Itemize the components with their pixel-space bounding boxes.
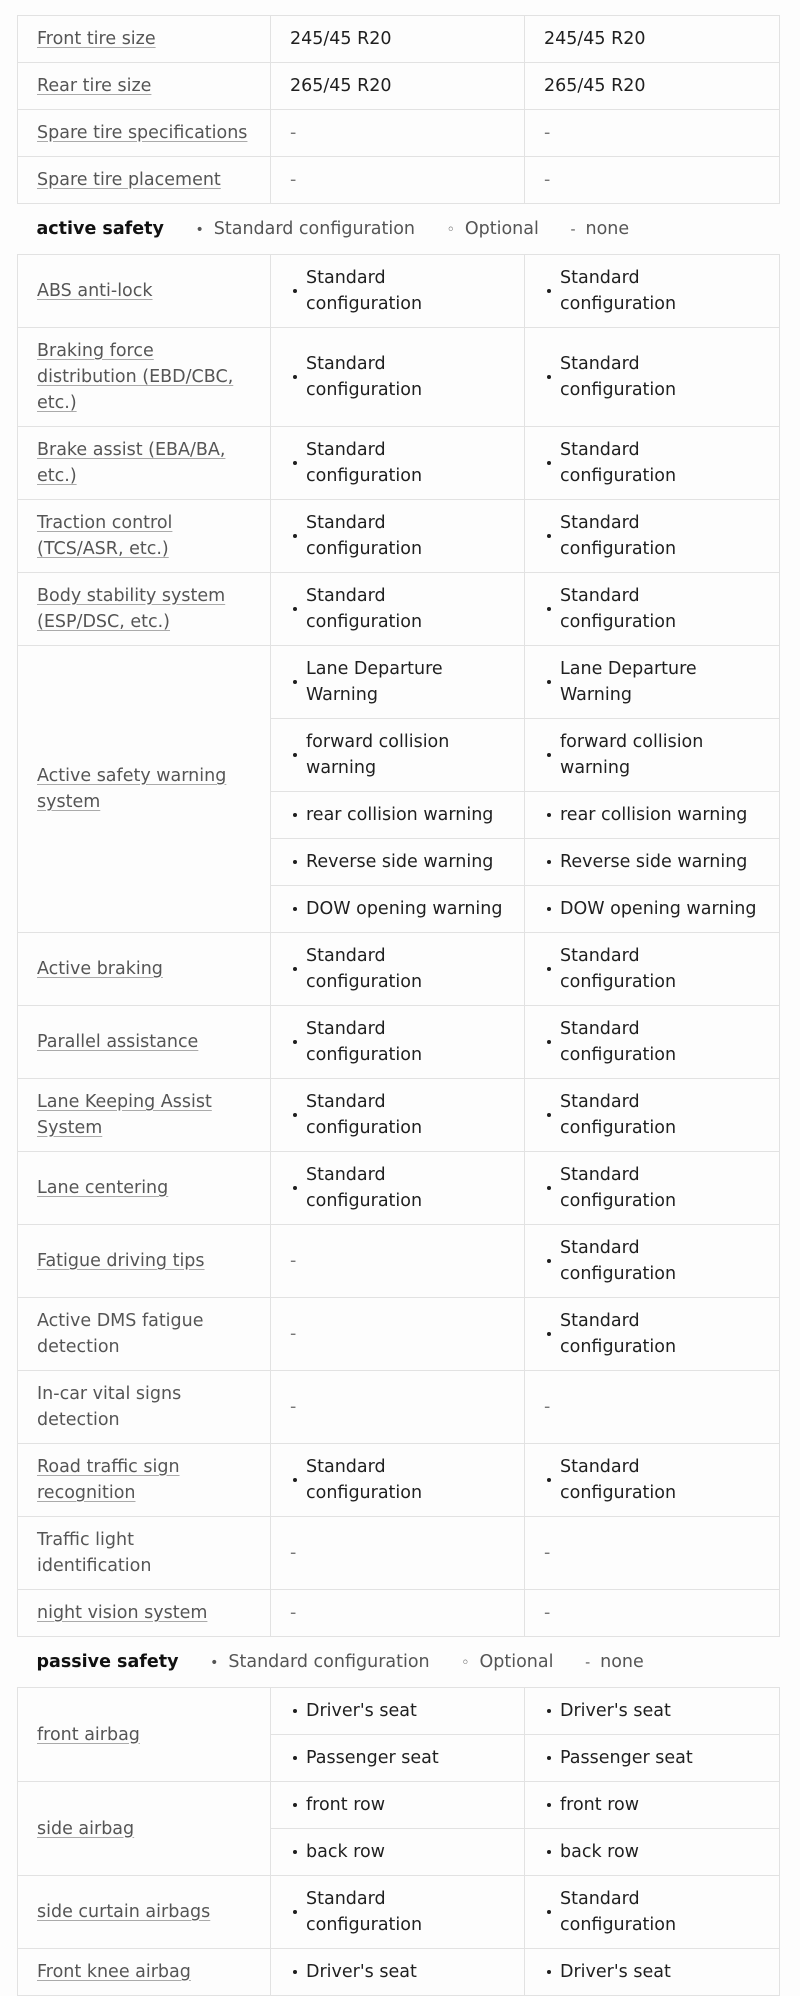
value-cell: Standard configuration bbox=[271, 1444, 525, 1517]
bullet-icon bbox=[293, 753, 297, 757]
section-title: passive safety bbox=[36, 1651, 179, 1672]
table-row bbox=[18, 427, 780, 500]
value-cell: Reverse side warning bbox=[271, 839, 525, 886]
bullet-icon bbox=[293, 813, 297, 817]
legend-none: - none bbox=[570, 218, 630, 239]
value-cell: 245/45 R20 bbox=[525, 16, 780, 63]
bullet-icon bbox=[293, 1709, 297, 1713]
value-cell: front row bbox=[271, 1782, 525, 1829]
bullet-icon bbox=[547, 1186, 551, 1190]
value-cell: Standard configuration bbox=[525, 1006, 780, 1079]
none-dash-icon: - bbox=[570, 221, 576, 238]
row-label[interactable]: Front knee airbag bbox=[37, 1962, 191, 1982]
table-row bbox=[18, 1782, 780, 1829]
bullet-icon bbox=[293, 1970, 297, 1974]
table-row bbox=[18, 328, 780, 427]
value-cell: - bbox=[525, 1590, 780, 1637]
bullet-icon bbox=[293, 1186, 297, 1190]
value-cell: - bbox=[271, 1371, 525, 1444]
legend-optional: ◦ Optional bbox=[446, 218, 539, 239]
bullet-icon bbox=[547, 1478, 551, 1482]
bullet-icon bbox=[547, 753, 551, 757]
value-cell: Standard configuration bbox=[271, 1152, 525, 1225]
table-row bbox=[18, 1298, 780, 1371]
bullet-icon bbox=[293, 375, 297, 379]
row-label[interactable]: side curtain airbags bbox=[37, 1902, 211, 1922]
row-label[interactable]: Rear tire size bbox=[37, 76, 152, 96]
value-cell: rear collision warning bbox=[271, 792, 525, 839]
table-row bbox=[18, 110, 780, 157]
table-row bbox=[18, 1371, 780, 1444]
table-row bbox=[18, 1517, 780, 1590]
table-row bbox=[18, 1006, 780, 1079]
legend-standard: • Standard configuration bbox=[210, 1651, 430, 1672]
value-cell: front row bbox=[525, 1782, 780, 1829]
value-cell: Driver's seat bbox=[271, 1688, 525, 1735]
bullet-icon bbox=[547, 1709, 551, 1713]
row-label[interactable]: Active braking bbox=[37, 959, 163, 979]
value-cell: 265/45 R20 bbox=[271, 63, 525, 110]
bullet-icon bbox=[293, 607, 297, 611]
legend-standard: • Standard configuration bbox=[195, 218, 416, 239]
table-row bbox=[18, 255, 780, 328]
value-cell: - bbox=[525, 110, 780, 157]
value-cell: Standard configuration bbox=[525, 573, 780, 646]
table-row bbox=[18, 16, 780, 63]
spec-table-container bbox=[17, 15, 779, 1996]
value-cell: Standard configuration bbox=[271, 1006, 525, 1079]
value-cell: back row bbox=[525, 1829, 780, 1876]
value-cell: Lane Departure Warning bbox=[525, 646, 780, 719]
table-row bbox=[18, 1444, 780, 1517]
value-cell: Standard configuration bbox=[525, 933, 780, 1006]
row-label[interactable]: Lane Keeping Assist System bbox=[37, 1092, 212, 1138]
value-cell: - bbox=[271, 157, 525, 204]
bullet-icon bbox=[547, 1850, 551, 1854]
row-label[interactable]: Parallel assistance bbox=[37, 1032, 199, 1052]
value-cell: Standard configuration bbox=[525, 328, 780, 427]
bullet-icon bbox=[293, 289, 297, 293]
bullet-icon bbox=[547, 1259, 551, 1263]
bullet-icon bbox=[547, 289, 551, 293]
optional-circle-icon: ◦ bbox=[461, 1654, 470, 1671]
table-row bbox=[18, 500, 780, 573]
value-cell: Standard configuration bbox=[525, 1876, 780, 1949]
value-cell: - bbox=[525, 157, 780, 204]
value-cell: Standard configuration bbox=[525, 255, 780, 328]
table-row bbox=[18, 933, 780, 1006]
bullet-icon bbox=[547, 534, 551, 538]
bullet-icon bbox=[293, 1756, 297, 1760]
section-header-active-safety bbox=[18, 204, 780, 255]
bullet-icon bbox=[293, 1040, 297, 1044]
row-label[interactable]: Body stability system (ESP/DSC, etc.) bbox=[37, 586, 226, 632]
table-row bbox=[18, 157, 780, 204]
bullet-icon bbox=[547, 680, 551, 684]
spec-table bbox=[17, 15, 780, 1996]
value-cell: - bbox=[271, 110, 525, 157]
bullet-icon bbox=[293, 1910, 297, 1914]
value-cell: Passenger seat bbox=[525, 1735, 780, 1782]
table-row bbox=[18, 1949, 780, 1996]
bullet-icon bbox=[547, 1756, 551, 1760]
bullet-icon bbox=[293, 534, 297, 538]
table-row bbox=[18, 573, 780, 646]
row-label[interactable]: Brake assist (EBA/BA, etc.) bbox=[37, 440, 226, 486]
row-label[interactable]: night vision system bbox=[37, 1603, 208, 1623]
bullet-icon bbox=[547, 1332, 551, 1336]
bullet-icon bbox=[293, 860, 297, 864]
table-row bbox=[18, 1079, 780, 1152]
bullet-icon bbox=[293, 1113, 297, 1117]
bullet-icon bbox=[547, 1113, 551, 1117]
value-cell: Standard configuration bbox=[525, 1079, 780, 1152]
value-cell: - bbox=[271, 1225, 525, 1298]
value-cell: Standard configuration bbox=[271, 328, 525, 427]
value-cell: Standard configuration bbox=[525, 1444, 780, 1517]
table-row bbox=[18, 1590, 780, 1637]
row-label: Traffic light identification bbox=[37, 1530, 152, 1576]
value-cell: - bbox=[271, 1298, 525, 1371]
value-cell: Reverse side warning bbox=[525, 839, 780, 886]
value-cell: Standard configuration bbox=[525, 500, 780, 573]
table-row bbox=[18, 63, 780, 110]
section-header-passive-safety bbox=[18, 1637, 780, 1688]
value-cell: Driver's seat bbox=[525, 1949, 780, 1996]
row-label[interactable]: ABS anti-lock bbox=[37, 281, 153, 301]
row-label[interactable]: Spare tire placement bbox=[37, 170, 221, 190]
value-cell: Driver's seat bbox=[271, 1949, 525, 1996]
bullet-icon bbox=[547, 813, 551, 817]
table-row bbox=[18, 1152, 780, 1225]
bullet-icon bbox=[547, 375, 551, 379]
value-cell: - bbox=[525, 1517, 780, 1590]
standard-dot-icon: • bbox=[210, 1654, 219, 1671]
value-cell: Standard configuration bbox=[525, 1225, 780, 1298]
bullet-icon bbox=[547, 607, 551, 611]
value-cell: forward collision warning bbox=[525, 719, 780, 792]
row-label[interactable]: Active safety warning system bbox=[37, 766, 227, 812]
value-cell: Standard configuration bbox=[525, 1298, 780, 1371]
bullet-icon bbox=[293, 1850, 297, 1854]
row-label[interactable]: Spare tire specifications bbox=[37, 123, 248, 143]
bullet-icon bbox=[293, 461, 297, 465]
value-cell: rear collision warning bbox=[525, 792, 780, 839]
bullet-icon bbox=[547, 1970, 551, 1974]
table-row bbox=[18, 1688, 780, 1735]
value-cell: Standard configuration bbox=[525, 427, 780, 500]
row-label[interactable]: Road traffic sign recognition bbox=[37, 1457, 180, 1503]
value-cell: DOW opening warning bbox=[271, 886, 525, 933]
bullet-icon bbox=[293, 1803, 297, 1807]
value-cell: Standard configuration bbox=[271, 500, 525, 573]
value-cell: - bbox=[525, 1371, 780, 1444]
value-cell: 265/45 R20 bbox=[525, 63, 780, 110]
row-label[interactable]: Traction control (TCS/ASR, etc.) bbox=[37, 513, 173, 559]
bullet-icon bbox=[547, 1803, 551, 1807]
none-dash-icon: - bbox=[585, 1654, 591, 1671]
row-label[interactable]: front airbag bbox=[37, 1724, 140, 1745]
bullet-icon bbox=[547, 461, 551, 465]
legend-none: - none bbox=[585, 1651, 644, 1672]
bullet-icon bbox=[293, 1478, 297, 1482]
value-cell: Lane Departure Warning bbox=[271, 646, 525, 719]
value-cell: Standard configuration bbox=[271, 427, 525, 500]
row-label: In-car vital signs detection bbox=[37, 1384, 182, 1430]
row-label[interactable]: Braking force distribution (EBD/CBC, etc.) bbox=[37, 341, 234, 413]
row-label[interactable]: side airbag bbox=[37, 1818, 135, 1839]
value-cell: - bbox=[271, 1517, 525, 1590]
value-cell: Standard configuration bbox=[271, 255, 525, 328]
value-cell: Standard configuration bbox=[271, 933, 525, 1006]
table-row bbox=[18, 1225, 780, 1298]
value-cell: forward collision warning bbox=[271, 719, 525, 792]
row-label[interactable]: Fatigue driving tips bbox=[37, 1251, 205, 1271]
section-title: active safety bbox=[36, 218, 164, 239]
table-row bbox=[18, 1876, 780, 1949]
value-cell: Standard configuration bbox=[525, 1152, 780, 1225]
optional-circle-icon: ◦ bbox=[446, 221, 455, 238]
standard-dot-icon: • bbox=[195, 221, 204, 238]
value-cell: Standard configuration bbox=[271, 1079, 525, 1152]
value-cell: back row bbox=[271, 1829, 525, 1876]
value-cell: Standard configuration bbox=[271, 573, 525, 646]
bullet-icon bbox=[293, 907, 297, 911]
legend-optional: ◦ Optional bbox=[461, 1651, 554, 1672]
table-row bbox=[18, 646, 780, 719]
row-label[interactable]: Front tire size bbox=[37, 29, 156, 49]
value-cell: Driver's seat bbox=[525, 1688, 780, 1735]
value-cell: - bbox=[271, 1590, 525, 1637]
row-label: Active DMS fatigue detection bbox=[37, 1311, 204, 1357]
bullet-icon bbox=[547, 860, 551, 864]
bullet-icon bbox=[293, 967, 297, 971]
bullet-icon bbox=[547, 1910, 551, 1914]
row-label[interactable]: Lane centering bbox=[37, 1178, 169, 1198]
bullet-icon bbox=[293, 680, 297, 684]
value-cell: 245/45 R20 bbox=[271, 16, 525, 63]
value-cell: Passenger seat bbox=[271, 1735, 525, 1782]
value-cell: Standard configuration bbox=[271, 1876, 525, 1949]
bullet-icon bbox=[547, 1040, 551, 1044]
bullet-icon bbox=[547, 967, 551, 971]
value-cell: DOW opening warning bbox=[525, 886, 780, 933]
bullet-icon bbox=[547, 907, 551, 911]
